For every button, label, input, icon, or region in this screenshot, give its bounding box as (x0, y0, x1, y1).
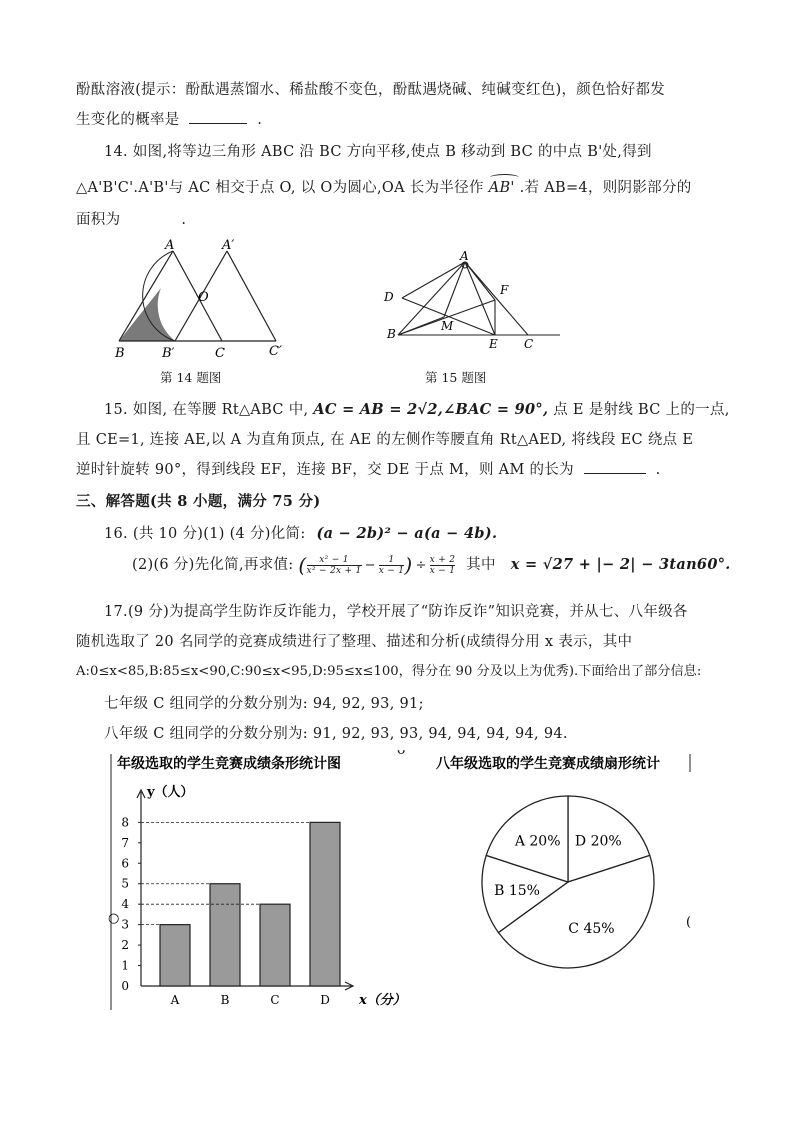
fraction-3-numerator: x + 2 (429, 554, 456, 565)
q15-given-condition: AC = AB = 2√2,∠BAC = 90°, (313, 401, 549, 418)
q15-line1a: 15. 如图, 在等腰 Rt△ABC 中, (104, 402, 309, 418)
answer-blank-13[interactable] (189, 109, 247, 124)
seg-am (444, 262, 465, 317)
label-a: A (165, 238, 175, 253)
y-tick-label: 7 (121, 835, 129, 850)
q16-x-value: x = √27 + |− 2| − 3tan60°. (510, 556, 731, 573)
label-d: D (384, 290, 394, 304)
q15-line1c: 点 E 是射线 BC 上的一点, (553, 402, 730, 418)
triangle-a-prime-side-a-c (227, 251, 276, 341)
y-tick-label: 8 (121, 815, 129, 830)
q17-line3: A:0≤x<85,B:85≤x<90,C:90≤x<95,D:95≤x≤100，得分在 90 分及以上为优秀).下面给出了部分信息: (76, 664, 702, 679)
y-axis-label: y（人） (147, 785, 194, 800)
figure-15 (378, 248, 563, 352)
q15-line3 (76, 458, 661, 479)
y-tick-label: 2 (121, 938, 129, 953)
frame-marker: ○ (108, 911, 120, 926)
q14-line2a: △A'B'C'.A'B'与 AC 相交于点 O, 以 O为圆心,OA 长为半径作 (76, 180, 484, 196)
seg-ae (465, 262, 495, 335)
label-c: C (524, 337, 534, 351)
section-3-title: 三、解答题(共 8 小题，满分 75 分) (76, 493, 321, 510)
grade8-pie-chart (428, 746, 698, 976)
y-tick-label: 3 (121, 917, 129, 932)
y-tick-label: 6 (121, 856, 129, 871)
seg-ac (465, 262, 528, 335)
q16-part1-expression: (a − 2b)² − a(a − 4b). (316, 525, 498, 542)
bar-B (210, 884, 240, 986)
fraction-1 (307, 555, 362, 576)
q15-line1 (104, 398, 730, 419)
bar-C (260, 904, 290, 986)
q14-arc-notation (489, 180, 520, 196)
x-tick-label: B (220, 993, 230, 1007)
pie-slices (482, 796, 654, 968)
pie-label-B: B 15% (494, 883, 540, 900)
arc-symbol (490, 174, 519, 181)
x-tick-label: D (320, 993, 330, 1007)
label-b: B (387, 327, 396, 341)
x-tick-label: A (170, 993, 180, 1007)
y-tick-label: 1 (121, 958, 129, 973)
q16-part2 (132, 553, 731, 577)
seg-da (402, 262, 465, 298)
label-f: F (500, 283, 509, 297)
label-a-prime: A′ (222, 238, 235, 253)
binding-mark: ᴗ (397, 742, 406, 758)
figure-14 (105, 236, 305, 364)
q14-line2b: .若 AB=4，则阴影部分的 (519, 180, 692, 196)
y-tick-label: 5 (121, 876, 129, 891)
q17-line1: 17.(9 分)为提高学生防诈反诈能力，学校开展了“防诈反诈”知识竞赛，并从七、八年级各 (104, 604, 688, 620)
label-o: O (198, 290, 209, 305)
fraction-2-denominator: x − 1 (378, 565, 405, 576)
y-tick-label: 0 (121, 979, 129, 993)
fig15-caption: 第 15 题图 (425, 370, 487, 385)
q13-line2 (76, 108, 262, 129)
q14-arc-label: AB' (488, 180, 515, 196)
fraction-3 (430, 555, 456, 576)
fraction-1-denominator: x² − 2x + 1 (306, 565, 362, 576)
q16-part1 (104, 522, 497, 543)
q15-line2: 且 CE=1, 连接 AE,以 A 为直角顶点, 在 AE 的左侧作等腰直角 Rt△AED, 将线段 EC 绕点 E (76, 432, 694, 448)
q13-line2-text: 生变化的概率是 (76, 112, 180, 128)
label-b: B (115, 346, 125, 361)
fig14-caption: 第 14 题图 (160, 370, 222, 385)
seg-bm (398, 317, 444, 335)
label-e: E (489, 337, 498, 351)
fraction-2-numerator: 1 (388, 554, 395, 565)
seg-ba (398, 262, 465, 335)
x-axis-label: x（分） (359, 993, 406, 1008)
q17-line5: 八年级 C 组同学的分数分别为: 91, 92, 93, 93, 94, 94, 94, 94, 94. (104, 726, 568, 742)
q14-line2 (76, 176, 692, 197)
q17-line4: 七年级 C 组同学的分数分别为: 94, 92, 93, 91; (104, 696, 424, 712)
q16-part1-label: 16. (共 10 分)(1) (4 分)化简: (104, 526, 306, 542)
x-tick-label: C (270, 993, 280, 1007)
label-m: M (441, 319, 454, 333)
q16-where: 其中 (466, 557, 496, 573)
y-tick-label: 4 (121, 897, 129, 912)
grade7-bar-chart (105, 746, 425, 1014)
q16-fraction-expression: ( $\frac{\text{x² − 1}}{\text{x² − 2x + 1}}$ − $\frac{1}{x - 1}$ ) ÷ $\frac{x + 2}{x - 1}$ (298, 553, 456, 577)
q14-line1: 14. 如图,将等边三角形 ABC 沿 BC 方向平移,使点 B 移动到 BC 的中点 B'处,得到 (104, 144, 652, 160)
fraction-1-numerator: x² − 1 (319, 554, 349, 565)
frame-marker-right: ( (686, 915, 692, 930)
label-c: C (215, 346, 225, 361)
q14-line3-text: 面积为 (76, 212, 121, 228)
bar-series (141, 822, 340, 1007)
bar-D (310, 822, 340, 986)
q17-line2: 随机选取了 20 名同学的竞赛成绩进行了整理、描述和分析(成绩得分用 x 表示，其中 (76, 634, 633, 650)
q13-line2-end: . (257, 112, 263, 128)
q15-line3-end: . (655, 462, 661, 478)
q16-part2-label: (2)(6 分)先化简,再求值: (132, 557, 294, 573)
answer-blank-15[interactable] (584, 459, 646, 474)
pie-label-C: C 45% (568, 920, 615, 937)
q14-line3 (76, 208, 186, 229)
q13-line1: 酚酞溶液(提示：酚酞遇蒸馏水、稀盐酸不变色，酚酞遇烧碱、纯碱变红色)，颜色恰好都发 (76, 82, 666, 98)
fraction-3-denominator: x − 1 (429, 565, 456, 576)
label-a: A (460, 249, 469, 263)
seg-af (465, 262, 495, 300)
pie-chart-title: 八年级选取的学生竞赛成绩扇形统计 (436, 756, 660, 772)
fraction-2 (379, 555, 405, 576)
label-c-prime: C′ (269, 344, 282, 359)
bar-chart-title: 年级选取的学生竞赛成绩条形统计图 (117, 756, 341, 772)
label-b-prime: B′ (162, 346, 175, 361)
bar-A (160, 925, 190, 986)
pie-label-A: A 20% (514, 833, 561, 850)
pie-label-D: D 20% (574, 833, 622, 850)
q15-line3-text: 逆时针旋转 90°，得到线段 EF，连接 BF，交 DE 于点 M，则 AM 的长为 (76, 462, 574, 478)
q14-line3-end: . (181, 212, 187, 228)
